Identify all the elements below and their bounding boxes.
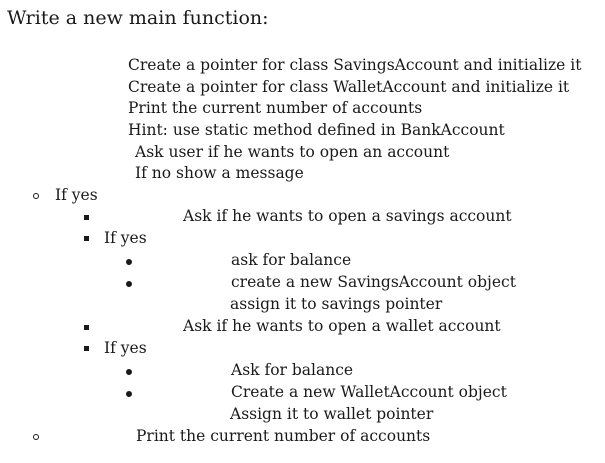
wallet-step: Ask for balance bbox=[231, 361, 354, 379]
square-bullet-icon bbox=[84, 346, 89, 351]
intro-line: Create a pointer for class WalletAccount and initialize it bbox=[128, 78, 570, 96]
disc-bullet-icon bbox=[126, 259, 132, 265]
hollow-circle-bullet-icon bbox=[33, 193, 39, 199]
savings-step: ask for balance bbox=[231, 251, 352, 269]
hollow-circle-bullet-icon bbox=[33, 434, 39, 440]
intro-line: Ask user if he wants to open an account bbox=[135, 143, 450, 161]
savings-step: create a new SavingsAccount object bbox=[231, 273, 516, 291]
wallet-if-yes-label: If yes bbox=[104, 339, 147, 357]
square-bullet-icon bbox=[84, 325, 89, 330]
disc-bullet-icon bbox=[126, 281, 132, 287]
intro-line: If no show a message bbox=[135, 164, 304, 182]
page-title: Write a new main function: bbox=[7, 7, 269, 29]
if-yes-label: If yes bbox=[55, 186, 98, 204]
intro-line: Create a pointer for class SavingsAccount and initialize it bbox=[128, 56, 582, 74]
savings-step: assign it to savings pointer bbox=[230, 295, 443, 313]
savings-if-yes-label: If yes bbox=[104, 229, 147, 247]
disc-bullet-icon bbox=[126, 369, 132, 375]
wallet-question: Ask if he wants to open a wallet account bbox=[183, 317, 501, 335]
square-bullet-icon bbox=[84, 236, 89, 241]
intro-line: Hint: use static method defined in BankAccount bbox=[128, 121, 505, 139]
intro-line: Print the current number of accounts bbox=[128, 99, 423, 117]
savings-question: Ask if he wants to open a savings account bbox=[183, 207, 512, 225]
final-step: Print the current number of accounts bbox=[136, 427, 431, 445]
square-bullet-icon bbox=[84, 215, 89, 220]
disc-bullet-icon bbox=[126, 391, 132, 397]
wallet-step: Create a new WalletAccount object bbox=[231, 383, 507, 401]
wallet-step: Assign it to wallet pointer bbox=[230, 405, 434, 423]
